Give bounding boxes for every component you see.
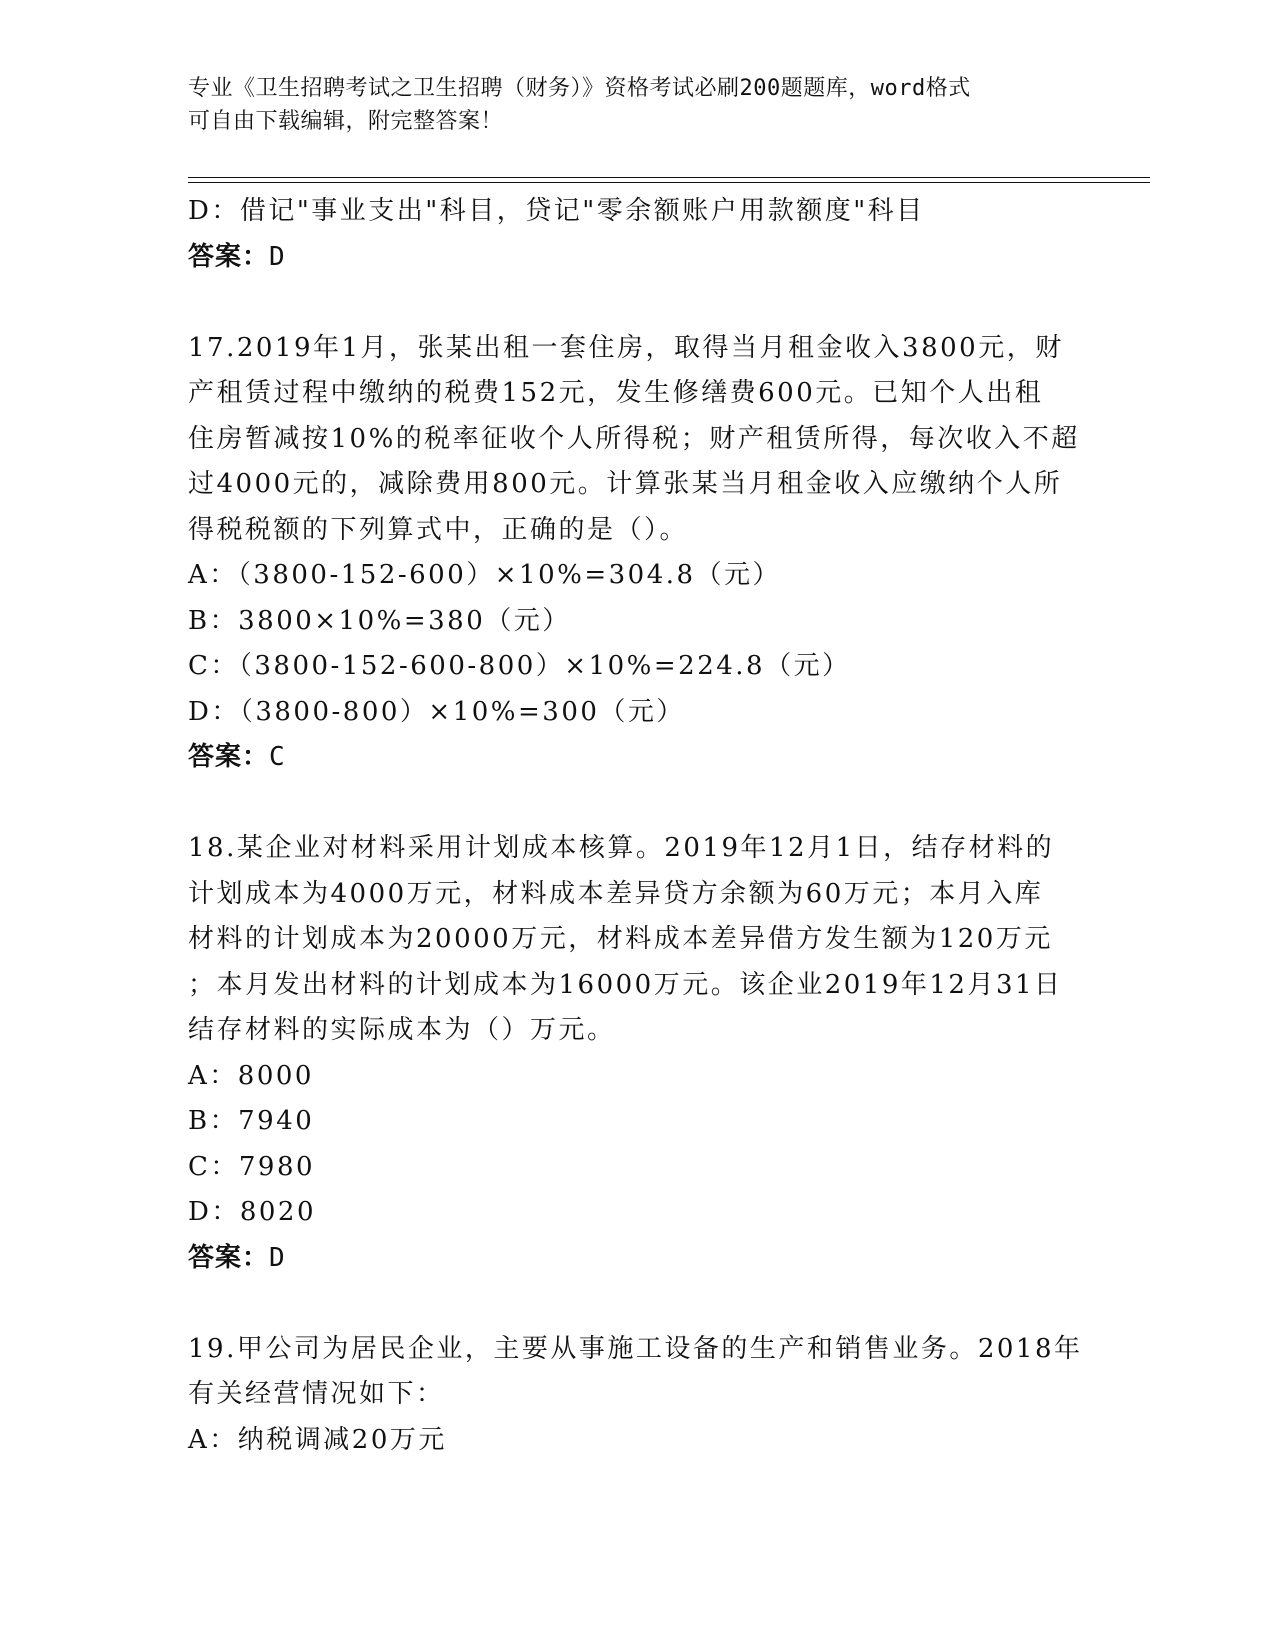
question-17-answer	[188, 735, 1088, 781]
option-a: A：纳税调减20万元	[188, 1424, 447, 1455]
spacer	[188, 280, 1088, 326]
answer-label: 答案：	[188, 742, 270, 772]
question-text-line: 结存材料的实际成本为（）万元。	[188, 1015, 616, 1045]
answer-value: D	[269, 241, 286, 272]
question-text-line: 住房暂减按10%的税率征收个人所得税；财产租赁所得，每次收入不超	[188, 423, 1080, 454]
header-line-1: 专业《卫生招聘考试之卫生招聘（财务）》资格考试必刷200题题库，word格式	[188, 76, 971, 101]
question-text-line: 19.甲公司为居民企业，主要从事施工设备的生产和销售业务。2018年	[188, 1333, 1083, 1364]
spacer	[188, 781, 1088, 827]
question-18	[188, 826, 1088, 1281]
question-text-line: 计划成本为4000万元，材料成本差异贷方余额为60万元；本月入库	[188, 878, 1044, 909]
question-16-option-d: D：借记"事业支出"科目，贷记"零余额账户用款额度"科目	[188, 196, 925, 226]
question-16-answer	[188, 235, 1088, 281]
answer-value: C	[269, 742, 286, 772]
question-text-line: 过4000元的，减除费用800元。计算张某当月租金收入应缴纳个人所	[188, 469, 1063, 499]
option-d: D：8020	[188, 1197, 317, 1227]
option-b: B：7940	[188, 1106, 315, 1136]
question-18-answer	[188, 1236, 1088, 1282]
option-c: C：（3800-152-600-800）×10%=224.8（元）	[188, 651, 851, 681]
question-text-line: ；本月发出材料的计划成本为16000万元。该企业2019年12月31日	[188, 969, 1063, 1000]
page-header	[188, 72, 1068, 138]
document-body	[188, 189, 1088, 1463]
question-text-line: 18.某企业对材料采用计划成本核算。2019年12月1日，结存材料的	[188, 833, 1055, 863]
question-text-line: 有关经营情况如下：	[188, 1379, 445, 1409]
answer-label: 答案：	[188, 1242, 270, 1273]
option-a: A：8000	[188, 1060, 314, 1091]
header-line-2: 可自由下载编辑，附完整答案！	[188, 109, 504, 134]
option-b: B：3800×10%=380（元）	[188, 605, 571, 636]
answer-value: D	[269, 1242, 286, 1273]
spacer	[188, 1281, 1088, 1327]
option-a: A：（3800-152-600）×10%=304.8（元）	[188, 560, 782, 590]
option-d: D：（3800-800）×10%=300（元）	[188, 696, 685, 727]
question-text-line: 产租赁过程中缴纳的税费152元，发生修缮费600元。已知个人出租	[188, 378, 1044, 408]
option-c: C：7980	[188, 1151, 316, 1182]
question-17	[188, 326, 1088, 781]
header-divider-bottom	[188, 182, 1150, 183]
question-19	[188, 1327, 1088, 1464]
question-text-line: 得税税额的下列算式中，正确的是（）。	[188, 514, 689, 545]
header-divider-top	[188, 177, 1150, 178]
answer-label: 答案：	[188, 241, 270, 272]
question-text-line: 17.2019年1月，张某出租一套住房，取得当月租金收入3800元，财	[188, 332, 1064, 363]
question-text-line: 材料的计划成本为20000万元，材料成本差异借方发生额为120万元	[188, 924, 1053, 954]
